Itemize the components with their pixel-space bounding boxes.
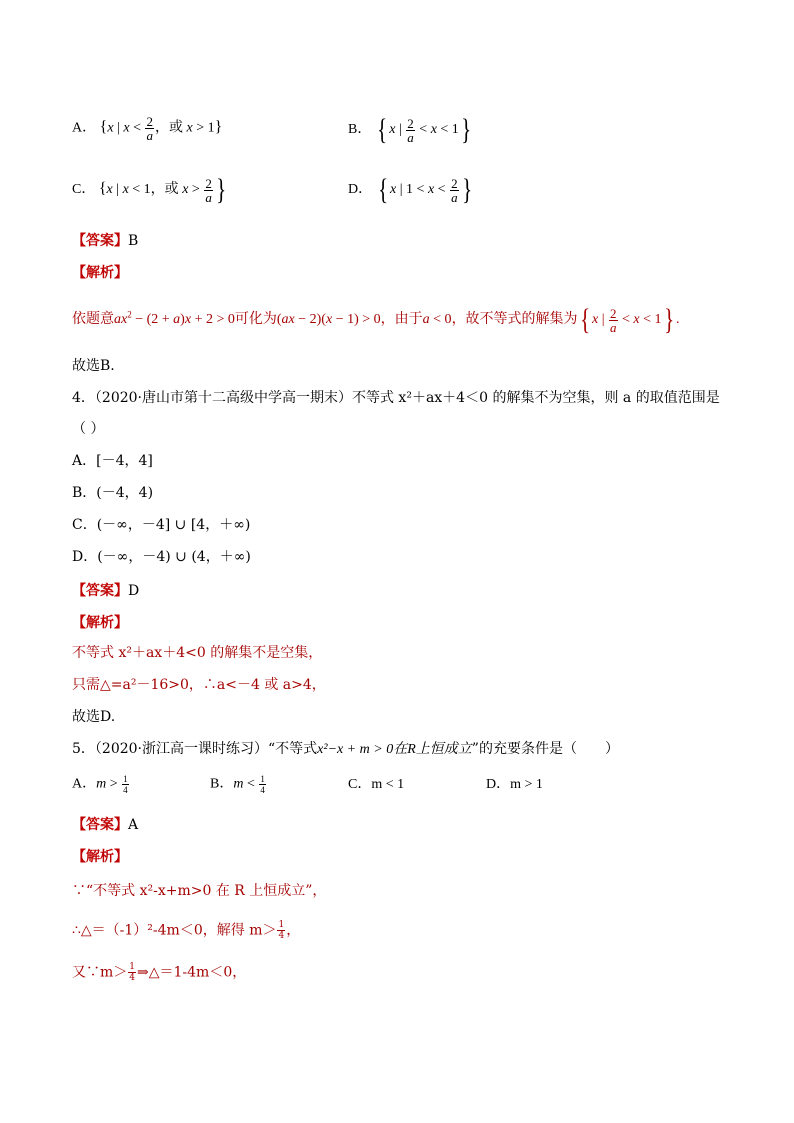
q4-option-c: C．(－∞，－4] ∪ [4，＋∞) <box>72 517 251 533</box>
q4-answer: 【答案】D <box>72 583 140 599</box>
q3-fraction: $\frac{2}{a}$ <box>146 114 153 143</box>
q4-option-d: D．(－∞，－4) ∪ (4，＋∞) <box>72 549 251 565</box>
q4-option-a: A．[－4，4] <box>72 453 153 469</box>
q4-analysis-line1: 不等式 x²＋ax＋4<0 的解集不是空集， <box>72 645 323 661</box>
q3-analysis-text: 依题意$ax^2 - (2 + a)x + 2 > 0$可化为(ax − 2)(x − 1) > 0，由于a < 0，故不等式的解集为{ x | $\frac{2}{a}$ < x < 1} . <box>72 303 680 336</box>
q3-conclusion: 故选B. <box>72 358 115 374</box>
q3-option-a: A． {x | x < $\frac{2}{a}$ ，或 x > 1} <box>72 114 223 143</box>
q4-stem-paren: （ ） <box>72 421 105 437</box>
q5-option-b: B．m < $\frac{1}{4}$ <box>210 774 265 795</box>
q5-analysis-label: 【解析】 <box>72 849 128 865</box>
q4-analysis-label: 【解析】 <box>72 615 128 631</box>
q5-option-d: D．m > 1 <box>486 777 543 792</box>
q5-analysis-line3: 又∵m＞ $\frac{1}{4}$ ⇒△＝1-4m＜0， <box>72 962 247 983</box>
q3-option-d: D． { x | 1 < x < $\frac{2}{a}$ } <box>348 173 472 206</box>
q5-answer: 【答案】A <box>72 817 139 833</box>
q4-stem: 4．（2020·唐山市第十二高级中学高一期末）不等式 x²＋ax＋4＜0 的解集不为空集，则 a 的取值范围是 <box>72 390 720 406</box>
q5-analysis-line2: ∴△＝（-1）²-4m＜0，解得 m＞ $\frac{1}{4}$ ， <box>72 920 301 941</box>
q4-analysis-line2: 只需△=a²－16>0，∴a<－4 或 a>4， <box>72 677 326 693</box>
q4-conclusion: 故选D. <box>72 709 116 725</box>
q3-analysis-label: 【解析】 <box>72 265 128 281</box>
q5-option-c: C．m < 1 <box>348 777 405 792</box>
q4-option-b: B．(－4，4) <box>72 485 154 501</box>
q3-option-b: B． { x | $\frac{2}{a}$ < x < 1} <box>348 113 472 146</box>
q5-stem: 5．（2020·浙江高一课时练习）“不等式x²−x + m > 0在R上恒成立”的充要条件是（ ） <box>72 741 619 757</box>
q3-answer: 【答案】B <box>72 233 139 249</box>
q3-option-c: C． {x | x < 1，或 x > $\frac{2}{a}$ } <box>72 173 227 206</box>
q5-option-a: A．m > $\frac{1}{4}$ <box>72 774 128 795</box>
q5-analysis-line1: ∵“不等式 x²-x+m>0 在 R 上恒成立”， <box>72 883 327 899</box>
